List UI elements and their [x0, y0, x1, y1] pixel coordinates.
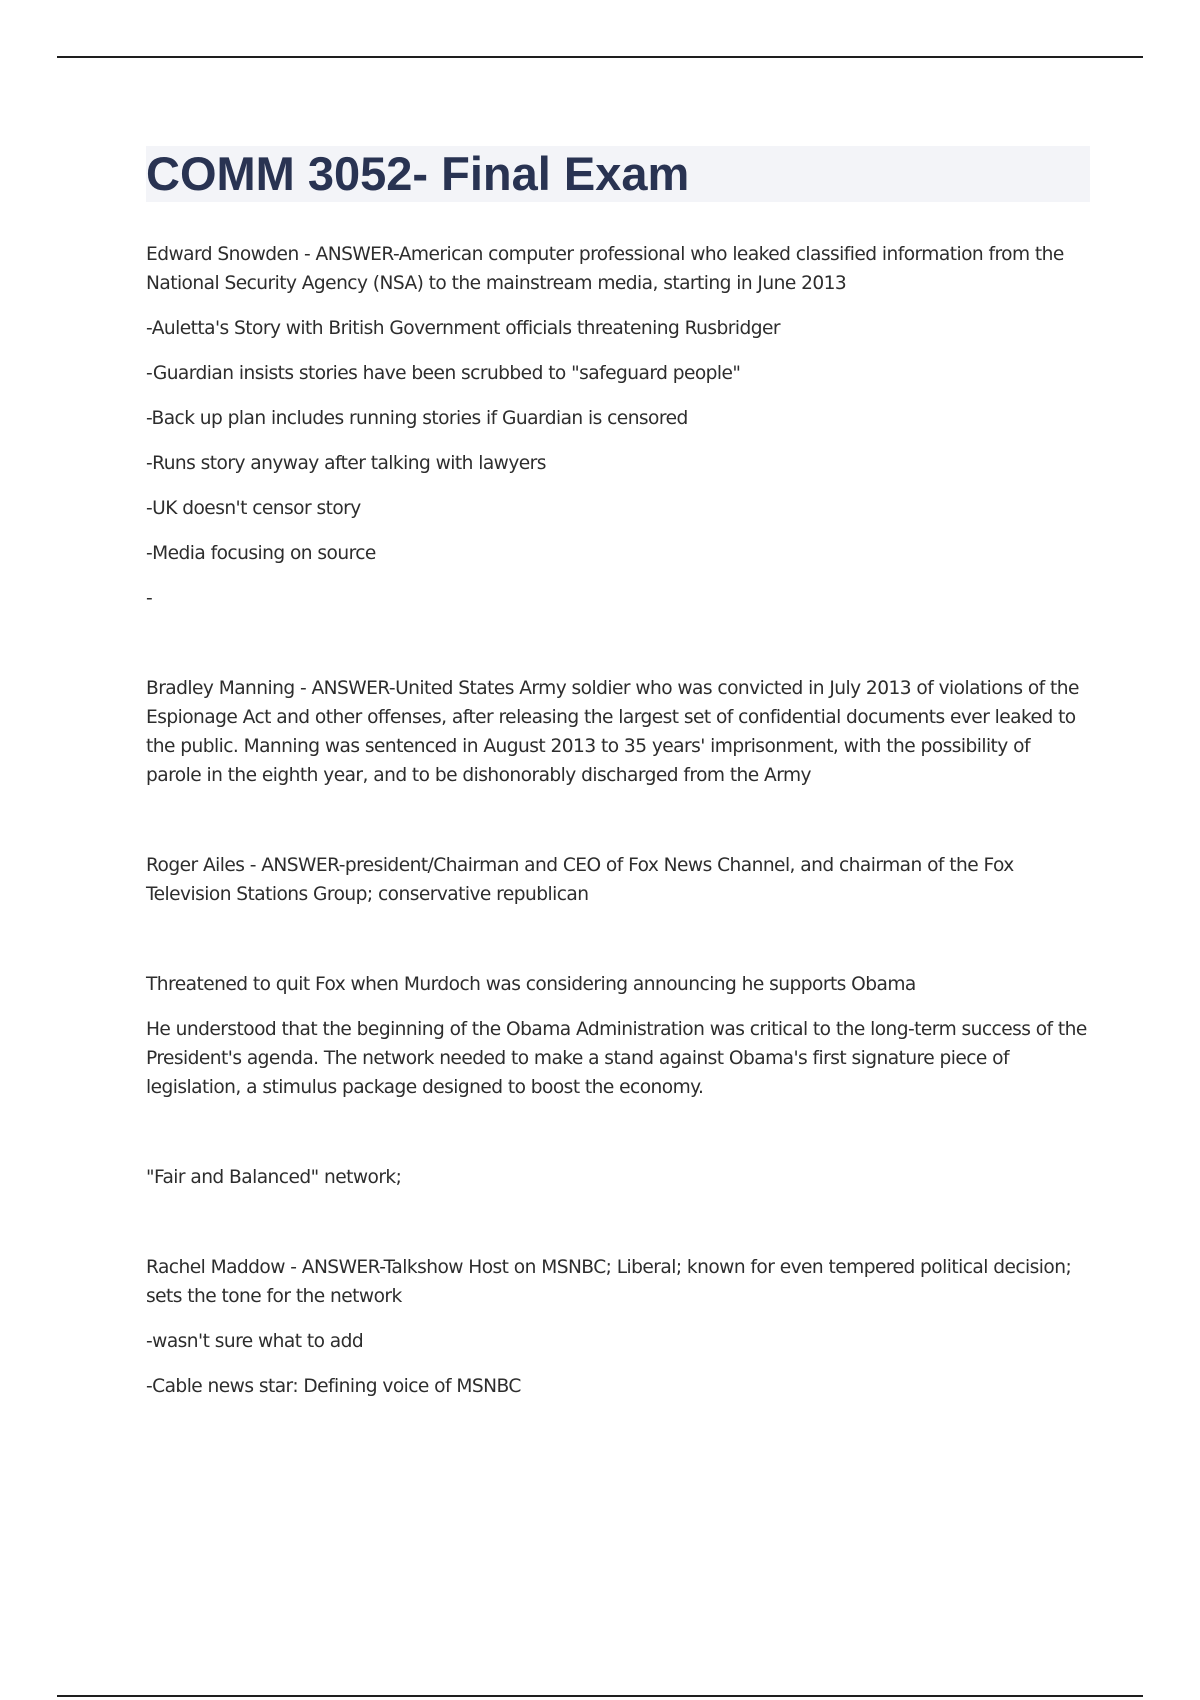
- entry-snowden-note: -UK doesn't censor story: [146, 498, 361, 519]
- top-divider: [57, 56, 1143, 58]
- entry-ailes-note: He understood that the beginning of the Obama Administration was critical to the long-term success of the President's agenda. The network needed to make a stand against Obama's first signature piece of legislation, a stimulus package designed to boost the economy.: [146, 1019, 1087, 1098]
- entry-snowden-definition: Edward Snowden - ANSWER-American computer professional who leaked classified information from the National Security Agency (NSA) to the mainstream media, starting in June 2013: [146, 244, 1064, 294]
- document-body: [146, 146, 1090, 1401]
- entry-snowden-note: -Runs story anyway after talking with lawyers: [146, 453, 546, 474]
- entry-snowden-note: -Auletta's Story with British Government officials threatening Rusbridger: [146, 318, 780, 339]
- entry-maddow-note: -wasn't sure what to add: [146, 1331, 364, 1352]
- entry-snowden-note: -Media focusing on source: [146, 543, 376, 564]
- entry-snowden-note: -Back up plan includes running stories if Guardian is censored: [146, 408, 688, 429]
- entry-snowden-note: -Guardian insists stories have been scrubbed to "safeguard people": [146, 363, 741, 384]
- entry-ailes-note: "Fair and Balanced" network;: [146, 1167, 402, 1188]
- bottom-divider: [57, 1695, 1143, 1697]
- entry-snowden-note: -: [146, 588, 153, 609]
- entry-ailes-note: Threatened to quit Fox when Murdoch was considering announcing he supports Obama: [146, 974, 916, 995]
- page-title: COMM 3052- Final Exam: [146, 147, 690, 200]
- title-banner: [146, 146, 1090, 202]
- entry-maddow-definition: Rachel Maddow - ANSWER-Talkshow Host on MSNBC; Liberal; known for even tempered political decision; sets the tone for the network: [146, 1257, 1072, 1307]
- entry-maddow-note: -Cable news star: Defining voice of MSNBC: [146, 1376, 521, 1397]
- entry-ailes-definition: Roger Ailes - ANSWER-president/Chairman and CEO of Fox News Channel, and chairman of the Fox Television Stations Group; conservative republican: [146, 855, 1014, 905]
- entry-manning-definition: Bradley Manning - ANSWER-United States Army soldier who was convicted in July 2013 of violations of the Espionage Act and other offenses, after releasing the largest set of confidential documents ever leaked to the public. Manning was sentenced in August 2013 to 35 years' imprisonment, with the possibility of parole in the eighth year, and to be dishonorably discharged from the Army: [146, 678, 1079, 786]
